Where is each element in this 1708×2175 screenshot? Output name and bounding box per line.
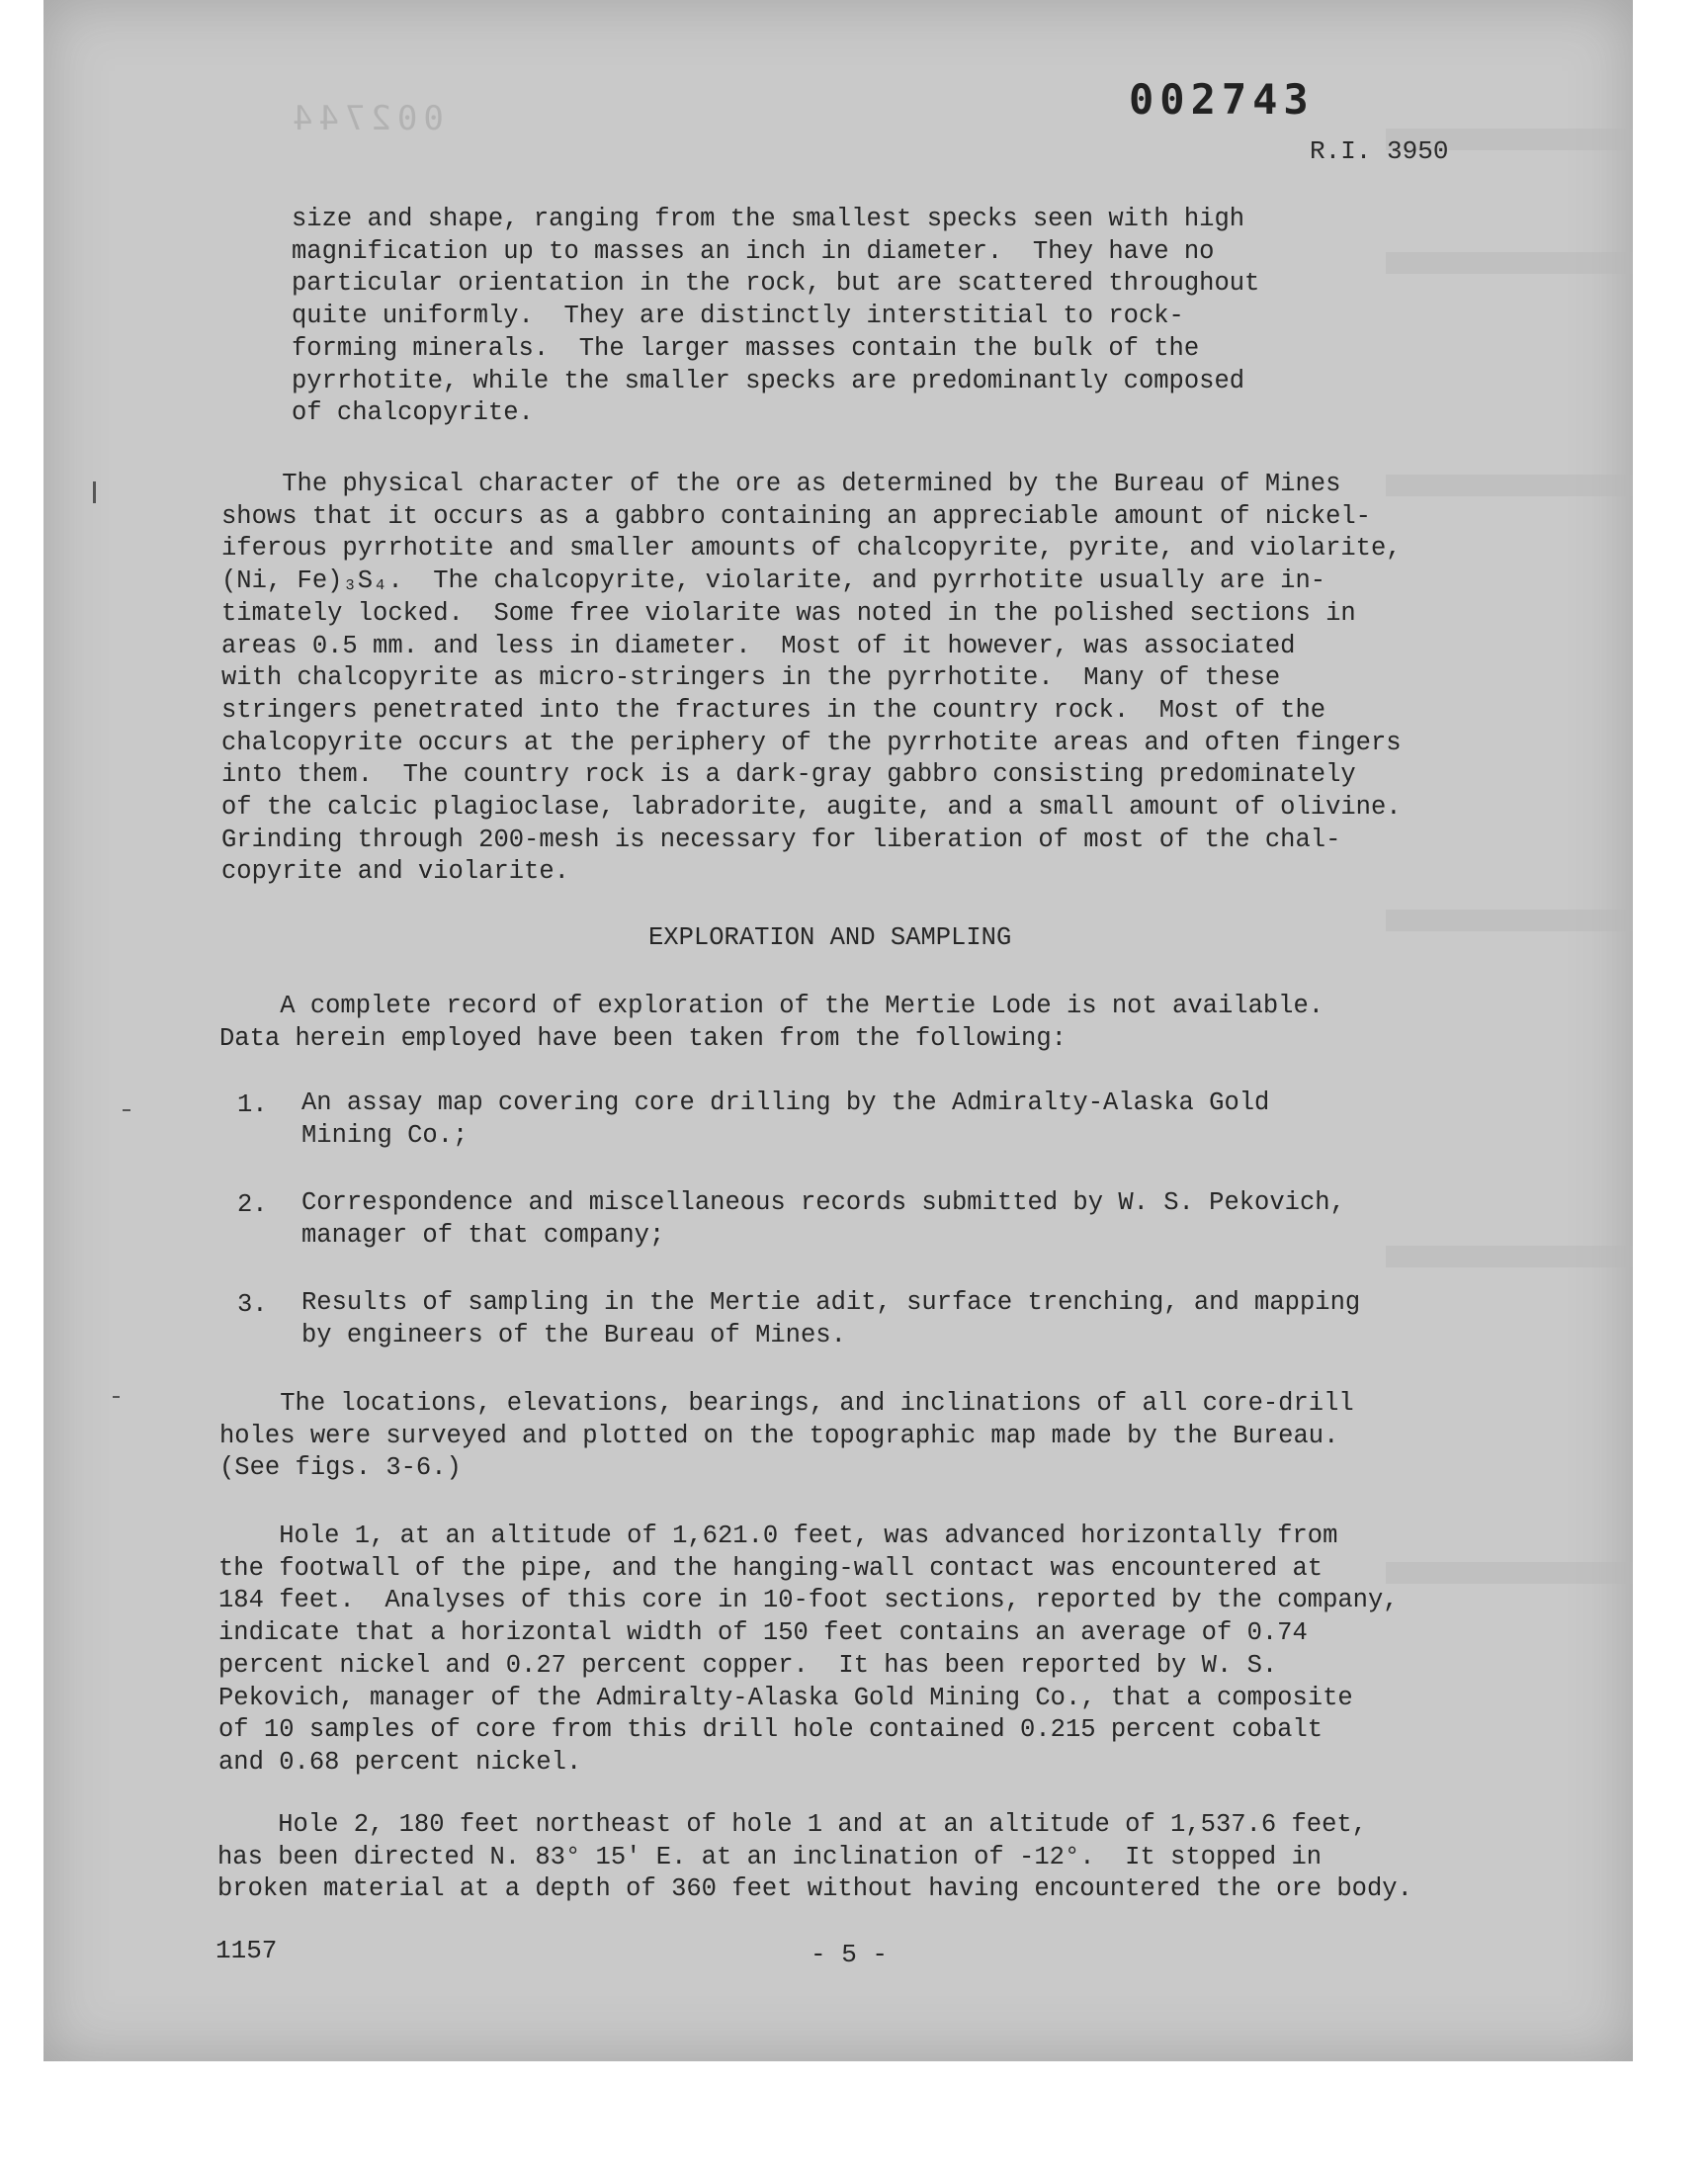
text-line: timately locked. Some free violarite was noted in the polished sections in [221, 598, 1356, 628]
list-item [301, 1287, 1360, 1351]
margin-mark [123, 1109, 130, 1111]
text-line: percent nickel and 0.27 percent copper. It has been reported by W. S. [218, 1650, 1278, 1680]
list-item [301, 1187, 1345, 1252]
text-line: magnification up to masses an inch in diameter. They have no [292, 236, 1215, 266]
bleed-through-shadow [1386, 1246, 1633, 1267]
text-line: the footwall of the pipe, and the hanging-wall contact was encountered at [218, 1553, 1324, 1583]
text-line: areas 0.5 mm. and less in diameter. Most of it however, was associated [221, 631, 1296, 660]
text-line: by engineers of the Bureau of Mines. [301, 1320, 846, 1349]
text-line: and 0.68 percent nickel. [218, 1747, 582, 1777]
paragraph-hole-1 [218, 1521, 1399, 1780]
text-line: Data herein employed have been taken from the following: [219, 1023, 1067, 1053]
text-line: Grinding through 200-mesh is necessary for liberation of most of the chal- [221, 825, 1341, 854]
text-line: has been directed N. 83° 15' E. at an inclination of -12°. It stopped in [217, 1842, 1323, 1871]
paragraph-hole-2 [217, 1809, 1412, 1906]
text-line: indicate that a horizontal width of 150 feet contains an average of 0.74 [218, 1618, 1308, 1648]
margin-mark [113, 1396, 120, 1398]
paragraph-surveyed-holes [219, 1388, 1354, 1485]
text-line: Results of sampling in the Mertie adit, surface trenching, and mapping [301, 1288, 1361, 1317]
text-line: A complete record of exploration of the Mertie Lode is not available. [219, 992, 1324, 1020]
section-heading: EXPLORATION AND SAMPLING [648, 923, 1012, 952]
paragraph-exploration-intro [219, 991, 1324, 1055]
margin-mark [93, 481, 96, 503]
bleed-through-shadow [1386, 910, 1633, 931]
text-line: holes were surveyed and plotted on the topographic map made by the Bureau. [219, 1421, 1339, 1450]
text-line: (See figs. 3-6.) [219, 1453, 462, 1483]
paragraph-physical-character [221, 469, 1402, 889]
text-line: pyrrhotite, while the smaller specks are predominantly composed [292, 366, 1245, 395]
document-stamp-number: 002743 [1129, 75, 1315, 124]
text-line: Mining Co.; [301, 1120, 469, 1150]
text-line: iferous pyrrhotite and smaller amounts of chalcopyrite, pyrite, and violarite, [221, 534, 1402, 564]
text-line: into them. The country rock is a dark-gray gabbro consisting predominately [221, 760, 1356, 790]
text-line: The locations, elevations, bearings, and inclinations of all core-drill [219, 1389, 1354, 1418]
list-item-number: 1. [237, 1090, 268, 1119]
text-line: particular orientation in the rock, but are scattered throughout [292, 269, 1260, 299]
text-line: forming minerals. The larger masses contain the bulk of the [292, 333, 1200, 363]
list-item [301, 1088, 1269, 1152]
text-line: chalcopyrite occurs at the periphery of the pyrrhotite areas and often fingers [221, 728, 1402, 757]
text-line: 184 feet. Analyses of this core in 10-foot sections, reported by the company, [218, 1586, 1399, 1615]
text-line: Pekovich, manager of the Admiralty-Alaska Gold Mining Co., that a composite [218, 1683, 1353, 1712]
text-line: with chalcopyrite as micro-stringers in the pyrrhotite. Many of these [221, 663, 1281, 693]
text-line: of the calcic plagioclase, labradorite, augite, and a small amount of olivine. [221, 793, 1402, 823]
text-line: of chalcopyrite. [292, 398, 534, 428]
bleed-through-shadow [1386, 252, 1633, 274]
list-item-number: 2. [237, 1190, 268, 1219]
text-line: size and shape, ranging from the smallest specks seen with high [292, 205, 1245, 233]
text-line: shows that it occurs as a gabbro containing an appreciable amount of nickel- [221, 501, 1371, 531]
text-line: quite uniformly. They are distinctly interstitial to rock- [292, 302, 1184, 331]
text-line: (Ni, Fe)₃S₄. The chalcopyrite, violarite, and pyrrhotite usually are in- [221, 566, 1326, 596]
text-line: An assay map covering core drilling by the Admiralty-Alaska Gold [301, 1088, 1270, 1117]
text-line: Hole 1, at an altitude of 1,621.0 feet, was advanced horizontally from [218, 1522, 1338, 1550]
text-line: stringers penetrated into the fractures in the country rock. Most of the [221, 695, 1326, 725]
bleed-through-shadow [1386, 475, 1633, 496]
report-identifier: R.I. 3950 [1310, 136, 1449, 166]
text-line: Hole 2, 180 feet northeast of hole 1 and at an altitude of 1,537.6 feet, [217, 1810, 1367, 1839]
text-line: Correspondence and miscellaneous records submitted by W. S. Pekovich, [301, 1188, 1345, 1217]
page-number: - 5 - [811, 1940, 889, 1969]
bleed-through-shadow [1386, 1562, 1633, 1584]
paragraph-ore-texture [292, 204, 1259, 430]
text-line: The physical character of the ore as determined by the Bureau of Mines [221, 470, 1341, 498]
footer-document-code: 1157 [215, 1936, 278, 1965]
mirrored-stamp-number: 002744 [287, 99, 444, 138]
text-line: broken material at a depth of 360 feet without having encountered the ore body. [217, 1874, 1412, 1904]
text-line: of 10 samples of core from this drill hole contained 0.215 percent cobalt [218, 1715, 1324, 1745]
text-line: copyrite and violarite. [221, 857, 569, 887]
text-line: manager of that company; [301, 1220, 665, 1250]
list-item-number: 3. [237, 1290, 268, 1319]
